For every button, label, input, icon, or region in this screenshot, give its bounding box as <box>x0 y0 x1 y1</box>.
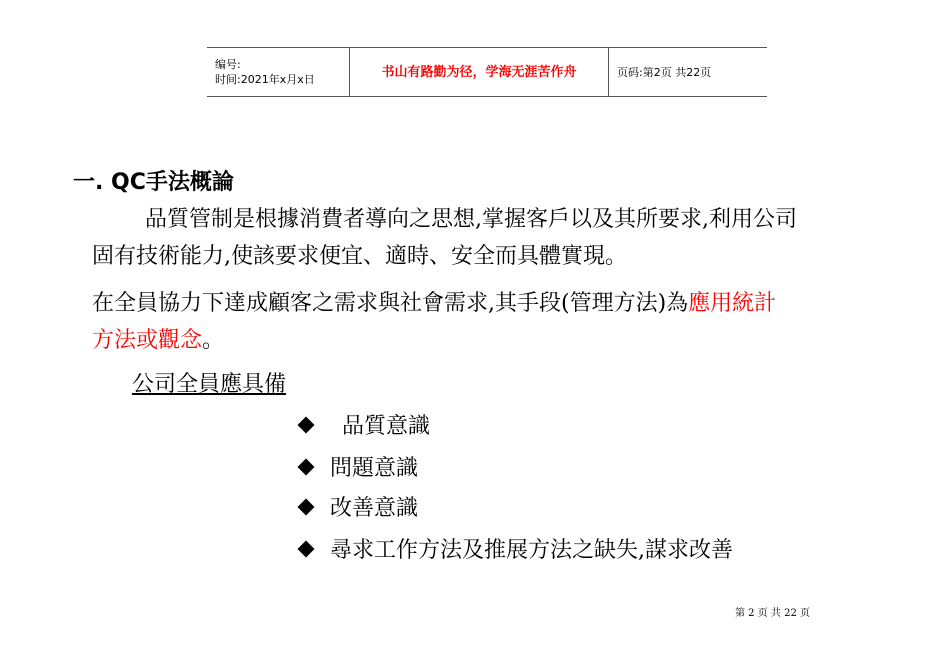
subheading: 公司全員應具備 <box>132 372 287 397</box>
diamond-bullet-icon <box>298 416 315 433</box>
list-item-text: 品質意識 <box>342 414 431 439</box>
list-item <box>300 409 430 440</box>
paragraph-2-line-2 <box>92 322 224 359</box>
list-item-text: 改善意識 <box>330 496 419 521</box>
diamond-bullet-icon <box>298 540 315 557</box>
section-heading: 一. QC手法概論 <box>73 170 234 195</box>
header-motto <box>350 48 609 96</box>
motto-text: 书山有路勤为径，学海无涯苦作舟 <box>381 64 577 80</box>
list-item-text: 問題意識 <box>330 456 419 481</box>
page-footer: 第 2 页 共 22 页 <box>735 608 810 619</box>
paragraph-2-end: 。 <box>202 328 225 353</box>
diamond-bullet-icon <box>298 498 315 515</box>
list-item <box>300 451 418 482</box>
header-page-info <box>609 48 767 96</box>
list-item-text: 尋求工作方法及推展方法之缺失,謀求改善 <box>330 538 733 563</box>
header-meta <box>207 48 350 96</box>
list-item <box>300 533 733 564</box>
page-header <box>207 47 767 97</box>
list-item <box>300 491 418 522</box>
paragraph-2-text: 在全員協力下達成顧客之需求與社會需求,其手段(管理方法)為 <box>92 291 689 316</box>
diamond-bullet-icon <box>298 458 315 475</box>
paragraph-2-highlight-cont: 方法或觀念 <box>92 328 203 353</box>
paragraph-2-highlight: 應用統計 <box>688 291 777 316</box>
paragraph-1-line-2: 固有技術能力,使該要求便宜、適時、安全而具體實現。 <box>92 244 627 269</box>
paragraph-1-line-1: 品質管制是根據消費者導向之思想,掌握客戶以及其所要求,利用公司 <box>145 207 797 232</box>
header-time: 时间:2021年x月x日 <box>215 73 315 86</box>
page-info-text: 页码:第2页 共22页 <box>617 65 712 79</box>
paragraph-2-line-1 <box>92 285 776 322</box>
header-number: 编号: <box>215 58 241 71</box>
